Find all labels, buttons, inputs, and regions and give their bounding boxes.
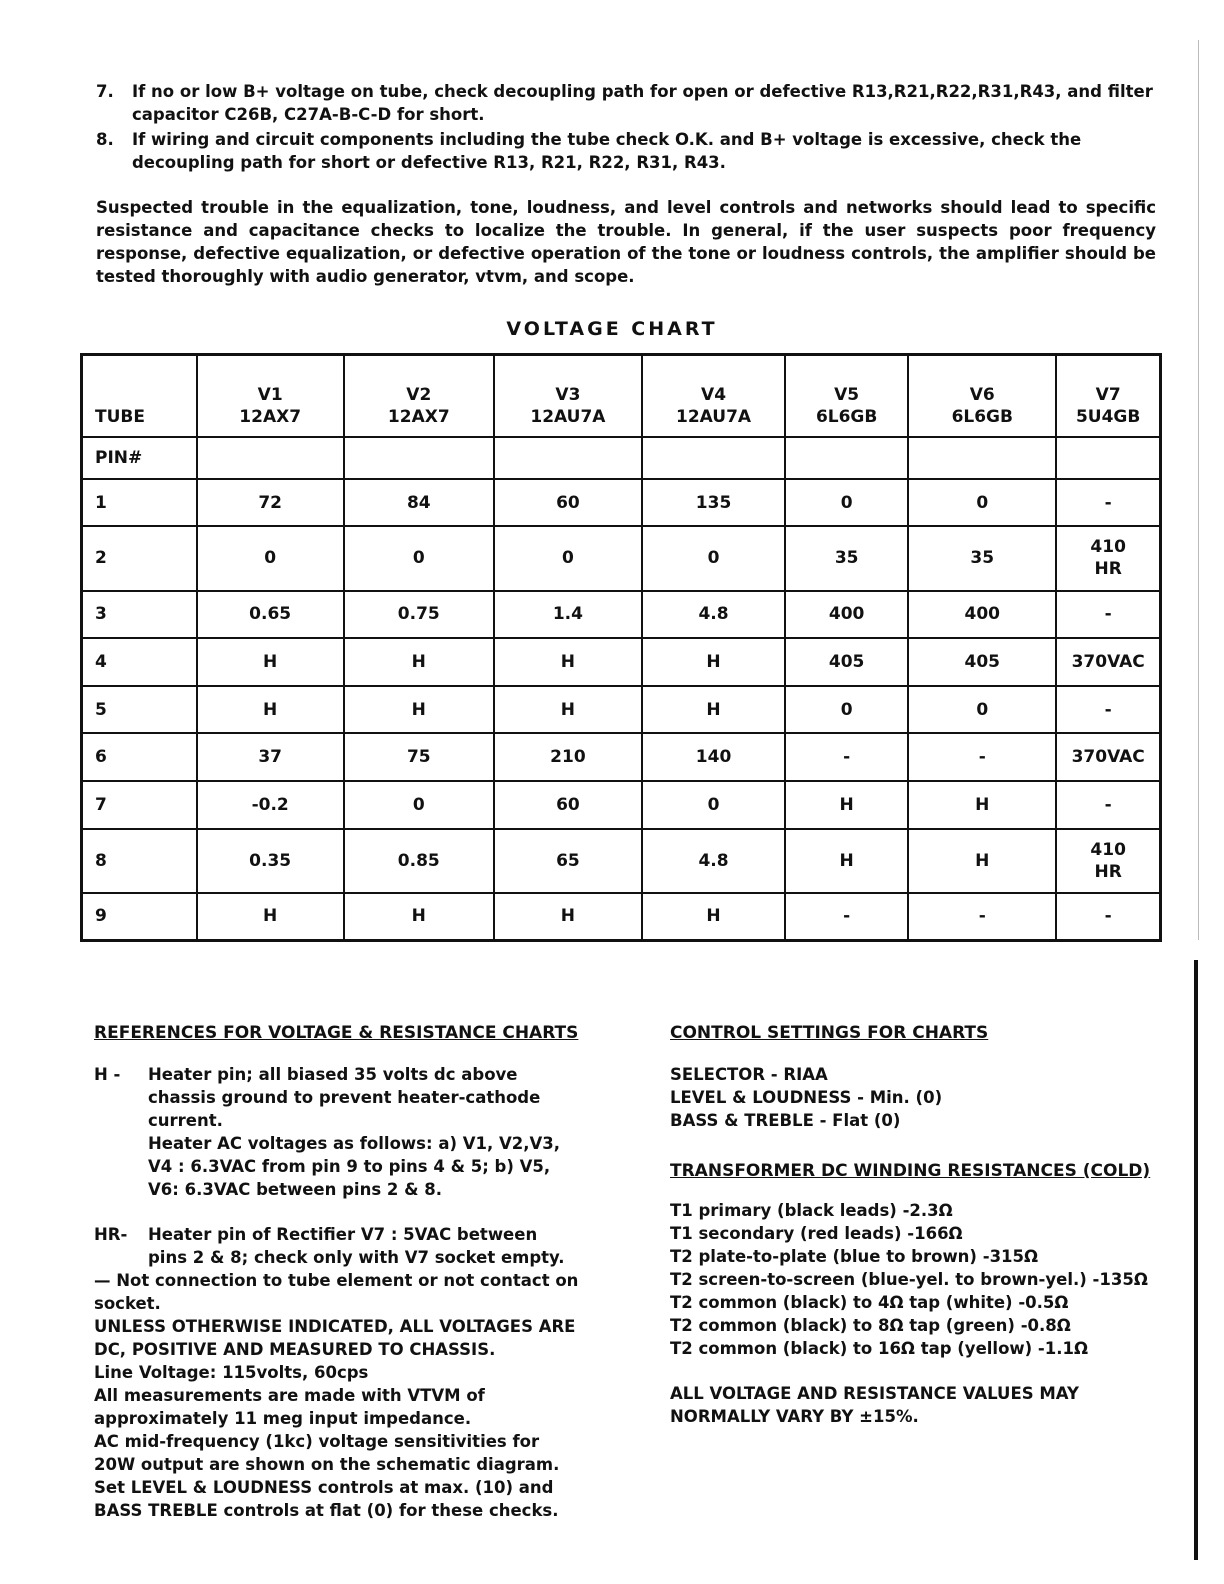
voltage-cell: 0 <box>344 526 494 590</box>
rectifier-heater-note <box>94 1223 580 1269</box>
pin-header-blank <box>1056 437 1160 478</box>
controls-heading: CONTROL SETTINGS FOR CHARTS <box>670 1023 989 1043</box>
table-header-row <box>82 355 1161 438</box>
instruction-number: 8. <box>96 130 114 149</box>
tube-type: 12AX7 <box>239 407 302 428</box>
tube-name: V4 <box>701 385 727 406</box>
instruction-text: If wiring and circuit components including the tube check O.K. and B+ voltage is excessive, check the decoupling path for short or defective R13, R21, R22, R31, R43. <box>132 130 1082 172</box>
voltage-cell: 60 <box>494 781 642 829</box>
heater-note <box>94 1063 580 1201</box>
tube-label: TUBE <box>82 355 197 438</box>
pin-number: 9 <box>82 893 197 941</box>
voltage-cell: 35 <box>785 526 908 590</box>
voltage-cell: H <box>908 781 1056 829</box>
table-row <box>82 781 1161 829</box>
tube-type: 6L6GB <box>951 407 1013 428</box>
voltage-cell: H <box>197 686 344 734</box>
reference-line: Line Voltage: 115volts, 60cps <box>94 1363 369 1382</box>
voltage-cell: 0 <box>785 686 908 734</box>
voltage-cell: H <box>197 638 344 686</box>
voltage-cell: 84 <box>344 479 494 527</box>
voltage-cell: - <box>908 733 1056 781</box>
voltage-cell: H <box>344 893 494 941</box>
pin-number: 6 <box>82 733 197 781</box>
voltage-cell: H <box>785 829 908 893</box>
voltage-cell: 0.75 <box>344 591 494 639</box>
instruction-text: If no or low B+ voltage on tube, check decoupling path for open or defective R13,R21,R22,R31,R43, and filter capacitor C26B, C27A-B-C-D for short. <box>132 82 1153 124</box>
transformer-resistance: T1 primary (black leads) -2.3Ω <box>670 1201 953 1220</box>
pin-header-blank <box>197 437 344 478</box>
references-heading: REFERENCES FOR VOLTAGE & RESISTANCE CHARTS <box>94 1023 579 1043</box>
voltage-cell: 405 <box>908 638 1056 686</box>
pin-number: 3 <box>82 591 197 639</box>
pin-number: 7 <box>82 781 197 829</box>
voltage-cell: 0 <box>908 686 1056 734</box>
voltage-cell: - <box>1056 686 1160 734</box>
voltage-cell: 0.85 <box>344 829 494 893</box>
transformer-resistance: T2 common (black) to 4Ω tap (white) -0.5Ω <box>670 1293 1069 1312</box>
voltage-cell: 400 <box>785 591 908 639</box>
voltage-cell: 0 <box>642 781 785 829</box>
table-row <box>82 591 1161 639</box>
table-row <box>82 686 1161 734</box>
tube-name: V3 <box>555 385 581 406</box>
transformer-resistance: T2 common (black) to 8Ω tap (green) -0.8Ω <box>670 1316 1071 1335</box>
voltage-chart-title: VOLTAGE CHART <box>506 318 718 340</box>
heater-ac-text: Heater AC voltages as follows: a) V1, V2,V3, V4 : 6.3VAC from pin 9 to pins 4 & 5; b) V5, V6: 6.3VAC between pins 2 & 8. <box>148 1134 561 1199</box>
voltage-cell: H <box>642 638 785 686</box>
voltage-cell: 4.8 <box>642 591 785 639</box>
voltage-cell: 400 <box>908 591 1056 639</box>
troubleshooting-paragraph: Suspected trouble in the equalization, tone, loudness, and level controls and networks should lead to specific resistance and capacitance checks to localize the trouble. In general, if the user suspects poor frequency response, defective equalization, or defective operation of the tone or loudness controls, the amplifier should be tested thoroughly with audio generator, vtvm, and scope. <box>96 198 1156 286</box>
pin-number: 1 <box>82 479 197 527</box>
tube-header-v6 <box>908 355 1056 438</box>
voltage-cell: 72 <box>197 479 344 527</box>
heater-tag: H - <box>94 1065 121 1084</box>
table-row <box>82 638 1161 686</box>
voltage-cell: H <box>494 893 642 941</box>
pin-label: PIN# <box>82 437 197 478</box>
table-row <box>82 526 1161 590</box>
voltage-cell: - <box>785 733 908 781</box>
instruction-number: 7. <box>96 82 114 101</box>
voltage-cell: 0 <box>642 526 785 590</box>
tube-header-v7 <box>1056 355 1160 438</box>
reference-line: All measurements are made with VTVM of approximately 11 meg input impedance. <box>94 1386 485 1428</box>
page-edge-line <box>1194 960 1198 1560</box>
voltage-cell: H <box>344 686 494 734</box>
pin-number: 4 <box>82 638 197 686</box>
tube-type: 5U4GB <box>1075 407 1141 428</box>
rectifier-text: Heater pin of Rectifier V7 : 5VAC between pins 2 & 8; check only with V7 socket empty. <box>148 1225 565 1267</box>
voltage-cell: H <box>785 781 908 829</box>
tube-header-v3 <box>494 355 642 438</box>
reference-line: — Not connection to tube element or not contact on socket. <box>94 1271 579 1313</box>
table-row <box>82 829 1161 893</box>
pin-header-blank <box>785 437 908 478</box>
voltage-cell: 0 <box>494 526 642 590</box>
voltage-cell: H <box>344 638 494 686</box>
reference-line: AC mid-frequency (1kc) voltage sensitivities for 20W output are shown on the schematic diagram. Set LEVEL & LOUDNESS controls at max. (10) and BASS TREBLE controls at flat (0) for these checks. <box>94 1432 560 1520</box>
voltage-cell: H <box>197 893 344 941</box>
voltage-cell: 1.4 <box>494 591 642 639</box>
tube-type: 12AU7A <box>530 407 606 428</box>
voltage-cell: 410 HR <box>1056 526 1160 590</box>
pin-header-blank <box>642 437 785 478</box>
voltage-cell: 37 <box>197 733 344 781</box>
voltage-cell: 35 <box>908 526 1056 590</box>
transformer-resistance: T2 common (black) to 16Ω tap (yellow) -1.1Ω <box>670 1339 1089 1358</box>
voltage-cell: 4.8 <box>642 829 785 893</box>
voltage-cell: 140 <box>642 733 785 781</box>
tube-name: V7 <box>1095 385 1121 406</box>
voltage-cell: 0 <box>344 781 494 829</box>
voltage-cell: 0.65 <box>197 591 344 639</box>
transformer-resistance: T2 plate-to-plate (blue to brown) -315Ω <box>670 1247 1039 1266</box>
tolerance-note: ALL VOLTAGE AND RESISTANCE VALUES MAY NORMALLY VARY BY ±15%. <box>670 1384 1079 1426</box>
rectifier-tag: HR- <box>94 1225 128 1244</box>
voltage-cell: - <box>1056 781 1160 829</box>
transformer-resistance: T2 screen-to-screen (blue-yel. to brown-yel.) -135Ω <box>670 1270 1148 1289</box>
tube-type: 6L6GB <box>815 407 878 428</box>
voltage-cell: - <box>785 893 908 941</box>
tube-name: V1 <box>257 385 283 406</box>
tube-header-v2 <box>344 355 494 438</box>
tube-name: V2 <box>406 385 432 406</box>
controls-section <box>670 1022 1160 1428</box>
voltage-cell: 405 <box>785 638 908 686</box>
tube-name: V5 <box>834 385 860 406</box>
pin-number: 5 <box>82 686 197 734</box>
voltage-cell: 0 <box>785 479 908 527</box>
transformer-heading: TRANSFORMER DC WINDING RESISTANCES (COLD) <box>670 1161 1151 1181</box>
reference-line: UNLESS OTHERWISE INDICATED, ALL VOLTAGES ARE DC, POSITIVE AND MEASURED TO CHASSIS. <box>94 1317 576 1359</box>
references-section <box>94 1022 580 1522</box>
voltage-cell: - <box>1056 893 1160 941</box>
tube-type: 12AX7 <box>387 407 450 428</box>
pin-label-row <box>82 437 1161 478</box>
instruction-8 <box>96 128 1166 174</box>
voltage-cell: - <box>1056 591 1160 639</box>
pin-header-blank <box>494 437 642 478</box>
voltage-cell: - <box>908 893 1056 941</box>
table-row <box>82 479 1161 527</box>
voltage-cell: 135 <box>642 479 785 527</box>
pin-header-blank <box>908 437 1056 478</box>
tube-type: 12AU7A <box>675 407 752 428</box>
voltage-cell: 0.35 <box>197 829 344 893</box>
control-setting: BASS & TREBLE - Flat (0) <box>670 1111 901 1130</box>
voltage-cell: H <box>494 686 642 734</box>
heater-text: Heater pin; all biased 35 volts dc above chassis ground to prevent heater-cathode current. <box>148 1065 541 1130</box>
voltage-cell: 75 <box>344 733 494 781</box>
voltage-cell: 370VAC <box>1056 638 1160 686</box>
table-row <box>82 733 1161 781</box>
pin-number: 2 <box>82 526 197 590</box>
transformer-resistance: T1 secondary (red leads) -166Ω <box>670 1224 963 1243</box>
table-row <box>82 893 1161 941</box>
voltage-cell: 65 <box>494 829 642 893</box>
tube-header-v1 <box>197 355 344 438</box>
voltage-cell: 60 <box>494 479 642 527</box>
control-setting: SELECTOR - RIAA <box>670 1065 828 1084</box>
instruction-7 <box>96 80 1166 126</box>
tube-header-v5 <box>785 355 908 438</box>
voltage-cell: 0 <box>908 479 1056 527</box>
voltage-chart-table <box>80 353 1162 942</box>
voltage-cell: 210 <box>494 733 642 781</box>
voltage-cell: H <box>642 893 785 941</box>
voltage-cell: 410 HR <box>1056 829 1160 893</box>
voltage-cell: -0.2 <box>197 781 344 829</box>
page-edge-shadow <box>1198 40 1199 940</box>
voltage-cell: H <box>908 829 1056 893</box>
voltage-cell: H <box>642 686 785 734</box>
voltage-cell: - <box>1056 479 1160 527</box>
tube-name: V6 <box>969 385 995 406</box>
pin-header-blank <box>344 437 494 478</box>
pin-number: 8 <box>82 829 197 893</box>
tube-header-v4 <box>642 355 785 438</box>
control-setting: LEVEL & LOUDNESS - Min. (0) <box>670 1088 943 1107</box>
voltage-cell: 0 <box>197 526 344 590</box>
voltage-cell: H <box>494 638 642 686</box>
voltage-cell: 370VAC <box>1056 733 1160 781</box>
